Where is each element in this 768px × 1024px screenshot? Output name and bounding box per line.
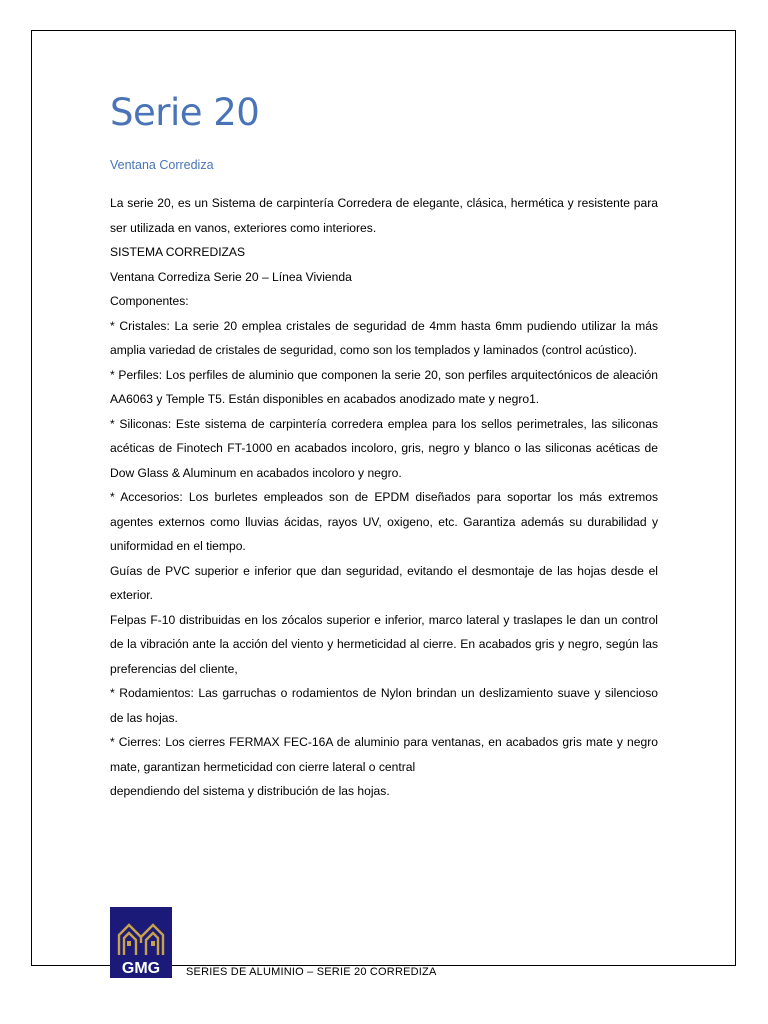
paragraph-cristales: * Cristales: La serie 20 emplea cristales de seguridad de 4mm hasta 6mm pudiendo utilizar la más amplia variedad de cristales de seguridad, como son los templados y laminados (control acústico). (110, 318, 658, 357)
document-subtitle: Ventana Corrediza (110, 158, 214, 172)
footer-text: SERIES DE ALUMINIO – SERIE 20 CORREDIZA (186, 966, 437, 978)
paragraph-guias: Guías de PVC superior e inferior que dan seguridad, evitando el desmontaje de las hojas desde el exterior. (110, 563, 658, 602)
paragraph-rodamientos: * Rodamientos: Las garruchas o rodamientos de Nylon brindan un deslizamiento suave y silencioso de las hojas. (110, 686, 658, 725)
paragraph-product-line: Ventana Corrediza Serie 20 – Línea Vivienda (110, 269, 352, 284)
document-title: Serie 20 (110, 91, 260, 134)
paragraph-felpas: Felpas F-10 distribuidas en los zócalos superior e inferior, marco lateral y traslapes le dan un control de la vibración ante la acción del viento y hermeticidad al cierre. En acabados gris y negro, según las preferencias del cliente, (110, 612, 658, 676)
paragraph-siliconas: * Siliconas: Este sistema de carpintería corredera emplea para los sellos perimetrales, las siliconas acéticas de Finotech FT-1000 en acabados incoloro, gris, negro y blanco o las siliconas acéticas de Dow Glass & Aluminum en acabados incoloro y negro. (110, 416, 658, 480)
paragraph-intro: La serie 20, es un Sistema de carpintería Corredera de elegante, clásica, hermética y resistente para ser utilizada en vanos, exteriores como interiores. (110, 196, 658, 235)
paragraph-cierres: * Cierres: Los cierres FERMAX FEC-16A de aluminio para ventanas, en acabados gris mate y negro mate, garantizan hermeticidad con cierre lateral o central (110, 735, 658, 774)
paragraph-accesorios: * Accesorios: Los burletes empleados son de EPDM diseñados para soportar los más extremos agentes externos como lluvias ácidas, rayos UV, oxigeno, etc. Garantiza además su durabilidad y uniformidad en el tiempo. (110, 490, 658, 553)
document-body (110, 191, 658, 804)
gmg-logo-icon (110, 907, 172, 978)
paragraph-components-heading: Componentes: (110, 294, 189, 308)
document-page (31, 30, 736, 978)
gmg-logo-text: GMG (121, 960, 161, 977)
paragraph-cierres-continued: dependiendo del sistema y distribución de las hojas. (110, 784, 390, 798)
gmg-logo (110, 907, 172, 978)
paragraph-system: SISTEMA CORREDIZAS (110, 245, 246, 259)
paragraph-perfiles: * Perfiles: Los perfiles de aluminio que componen la serie 20, son perfiles arquitectónicos de aleación AA6063 y Temple T5. Están disponibles en acabados anodizado mate y negro1. (110, 367, 658, 406)
